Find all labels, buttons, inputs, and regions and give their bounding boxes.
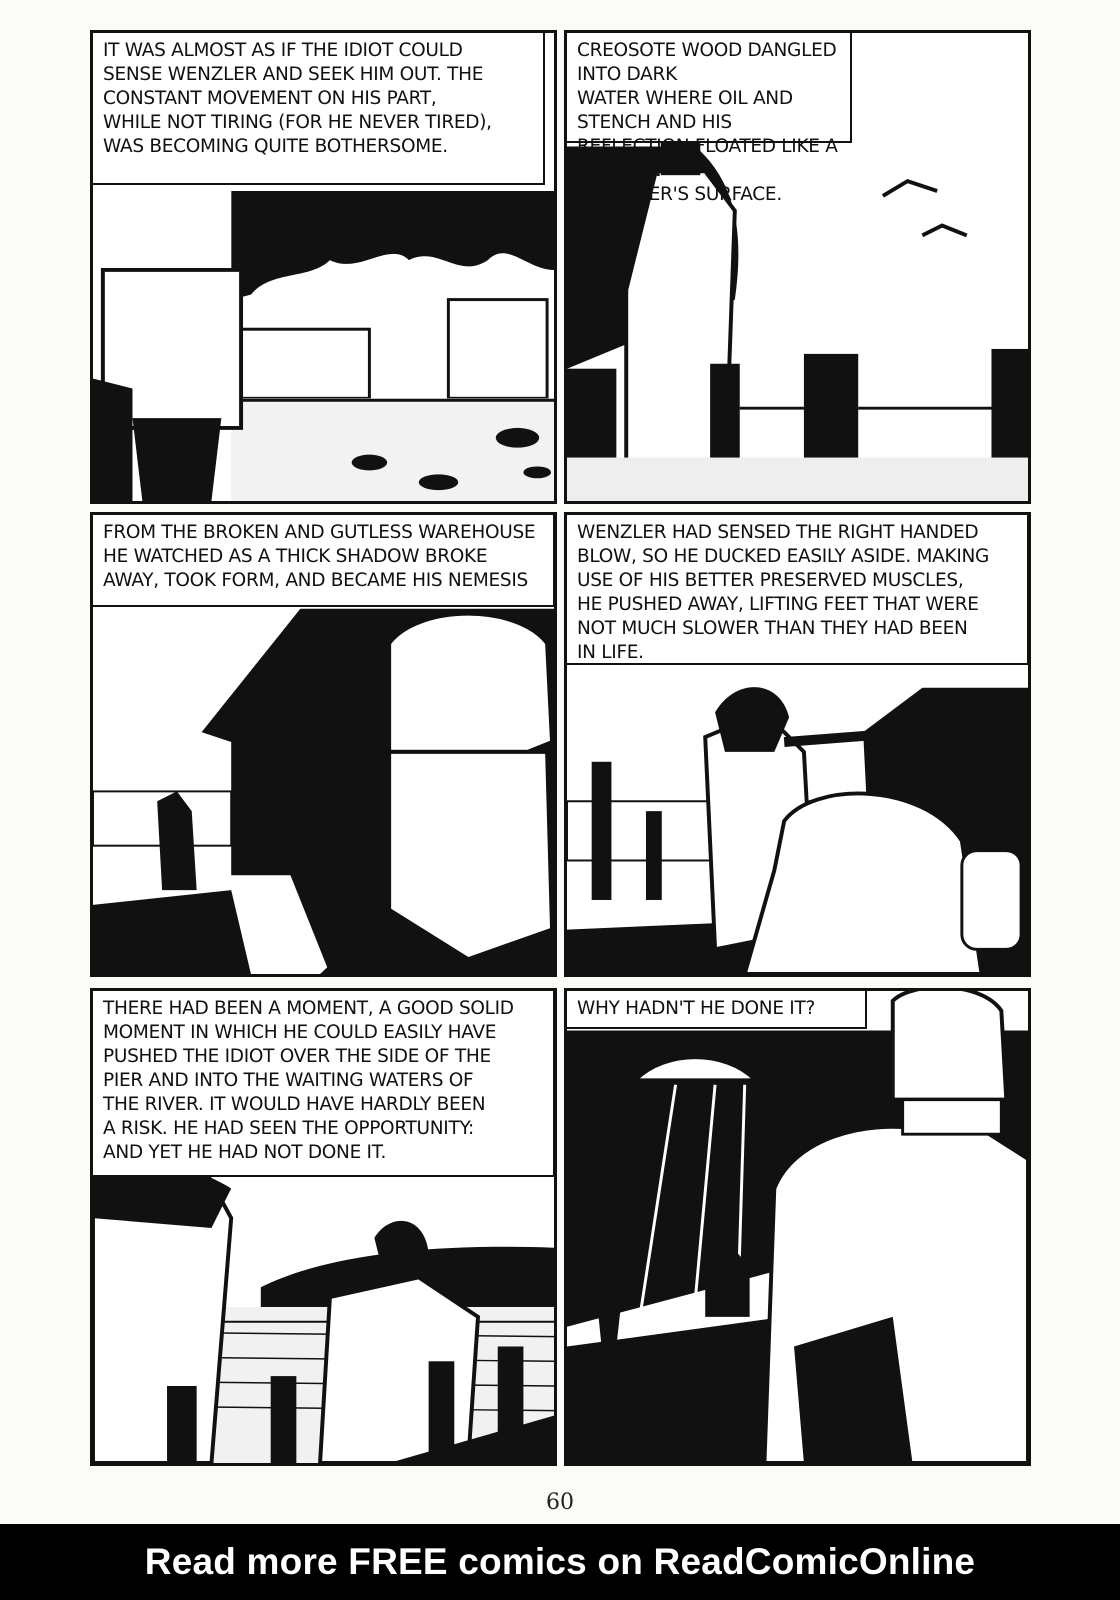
panel-4-caption: WENZLER HAD SENSED THE RIGHT HANDED BLOW, SO HE DUCKED EASILY ASIDE. MAKING USE OF HIS BETTER PRESERVED MUSCLES, HE PUSHED AWAY, LIFTING FEET THAT WERE NOT MUCH SLOWER THAN THEY HAD BEEN IN LIFE. [567, 515, 1029, 665]
comic-panel-6 [564, 988, 1031, 1466]
comic-panel-5 [90, 988, 557, 1466]
panel-1-caption: IT WAS ALMOST AS IF THE IDIOT COULD SENSE WENZLER AND SEEK HIM OUT. THE CONSTANT MOVEMENT ON HIS PART, WHILE NOT TIRING (FOR HE NEVER TIRED), WAS BECOMING QUITE BOTHERSOME. [93, 33, 545, 185]
panel-6-art [567, 991, 1028, 1463]
page-number: 60 [546, 1490, 574, 1515]
panel-3-caption: FROM THE BROKEN AND GUTLESS WAREHOUSE HE WATCHED AS A THICK SHADOW BROKE AWAY, TOOK FORM, AND BECAME HIS NEMESIS [93, 515, 555, 607]
panel-5-caption: THERE HAD BEEN A MOMENT, A GOOD SOLID MOMENT IN WHICH HE COULD EASILY HAVE PUSHED THE IDIOT OVER THE SIDE OF THE PIER AND INTO THE WAITING WATERS OF THE RIVER. IT WOULD HAVE HARDLY BEEN A RISK. HE HAD SEEN THE OPPORTUNITY: AND YET HE HAD NOT DONE IT. [93, 991, 555, 1177]
promo-banner-link[interactable]: Read more FREE comics on ReadComicOnline [0, 1524, 1120, 1600]
comic-panel-4 [564, 512, 1031, 977]
comic-panel-2 [564, 30, 1031, 504]
comic-panel-1 [90, 30, 557, 504]
panel-2-caption: CREOSOTE WOOD DANGLED INTO DARK WATER WHERE OIL AND STENCH AND HIS REFLECTION FLOATED LIKE A TURD ON THE RIVER'S SURFACE. [567, 33, 852, 143]
comic-panel-3 [90, 512, 557, 977]
panel-6-caption: WHY HADN'T HE DONE IT? [567, 991, 867, 1029]
